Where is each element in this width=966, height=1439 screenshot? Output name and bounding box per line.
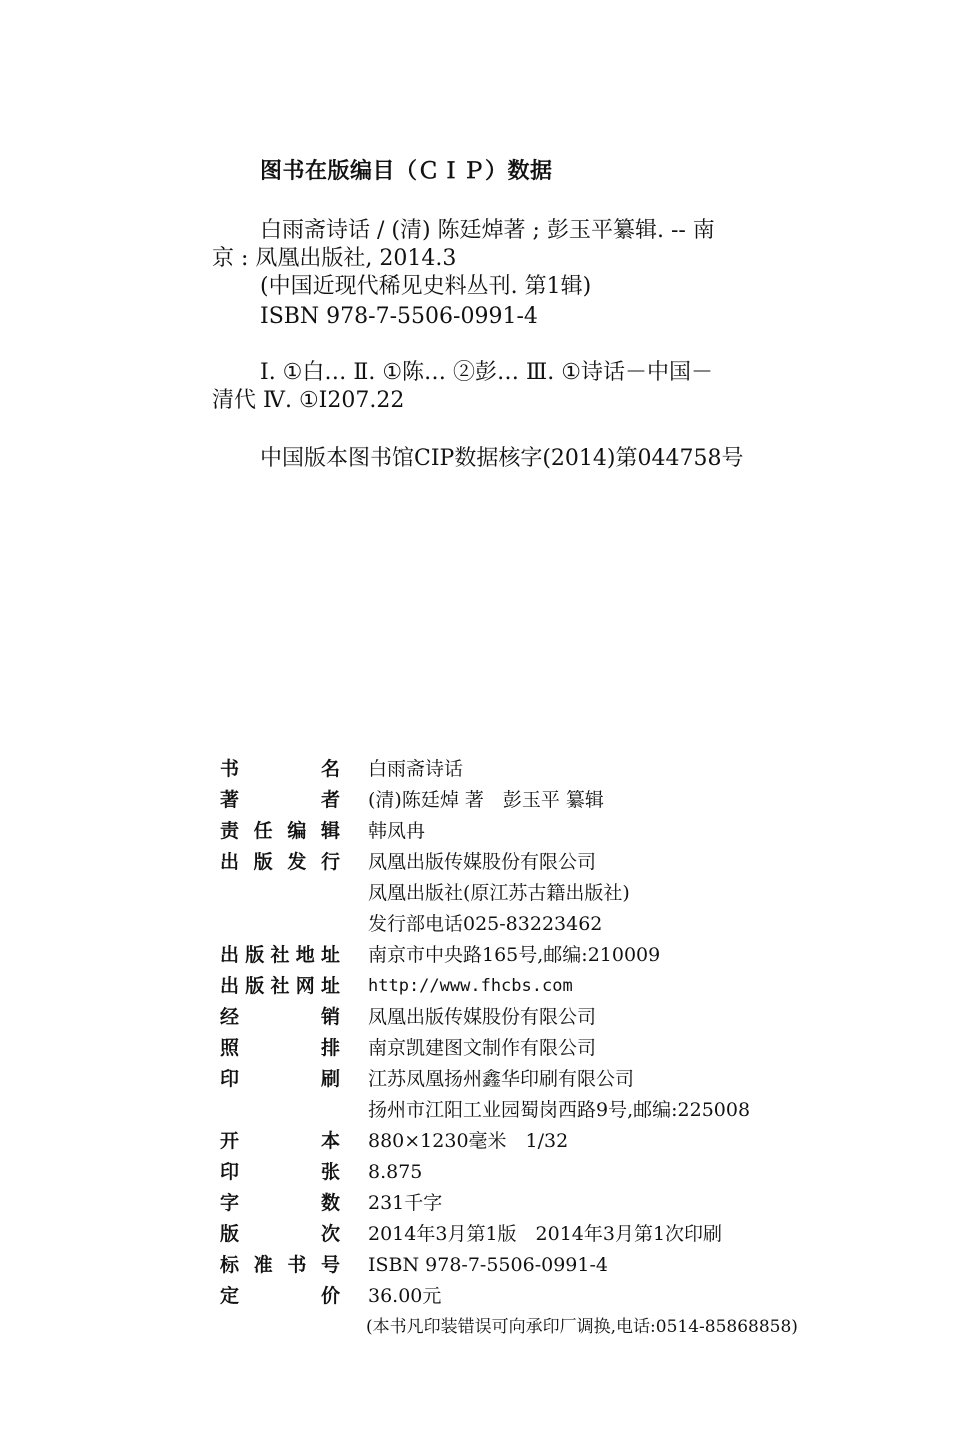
editor-label: 责 任 编 辑 [220,820,340,842]
typesetting-value: 南京凯建图文制作有限公司 [368,1037,597,1059]
info-row-isbn [220,1250,860,1281]
isbn-value: ISBN 978-7-5506-0991-4 [368,1254,608,1276]
edition-value: 2014年3月第1版 2014年3月第1次印刷 [368,1223,723,1245]
info-row-address [220,940,860,971]
sheets-value: 8.875 [368,1161,423,1183]
edition-label: 版 次 [220,1223,340,1245]
format-value: 880×1230毫米 1/32 [368,1130,569,1152]
info-row-edition [220,1219,860,1250]
publisher-value-2: 凤凰出版社(原江苏古籍出版社) [368,882,630,904]
info-row-typesetting [220,1033,860,1064]
printer-label: 印 刷 [220,1068,340,1090]
info-row-publisher [220,847,860,878]
publisher-phone: 发行部电话025-83223462 [368,913,603,935]
website-link[interactable]: http://www.fhcbs.com [368,976,573,996]
typesetting-label: 照 排 [220,1037,340,1059]
cip-record-number: 中国版本图书馆CIP数据核字(2014)第044758号 [260,446,744,471]
publisher-value-1: 凤凰出版传媒股份有限公司 [368,851,597,873]
words-label: 字 数 [220,1192,340,1214]
info-row-website [220,971,860,1002]
cip-heading: 图书在版编目（ＣＩＰ）数据 [260,159,553,184]
info-row-printer-2 [220,1095,860,1126]
author-value: (清)陈廷焯 著 彭玉平 纂辑 [368,789,604,811]
info-row-printer [220,1064,860,1095]
cip-publisher-line: 京 : 凤凰出版社, 2014.3 [212,246,457,271]
distributor-value: 凤凰出版传媒股份有限公司 [368,1006,597,1028]
book-title-label: 书 名 [220,758,340,780]
info-row-author [220,785,860,816]
address-label: 出 版 社 地 址 [220,944,340,966]
cip-classification-line: 清代 Ⅳ. ①I207.22 [212,388,405,413]
cip-isbn-line: ISBN 978-7-5506-0991-4 [260,304,538,329]
cip-title-line: 白雨斋诗话 / (清) 陈廷焯著 ; 彭玉平纂辑. -- 南 [260,218,715,243]
info-row-words [220,1188,860,1219]
print-error-note: (本书凡印装错误可向承印厂调换,电话:0514-85868858) [366,1317,798,1337]
publication-info [220,754,860,1312]
book-title-value: 白雨斋诗话 [368,758,464,780]
info-row-editor [220,816,860,847]
info-row-publisher-2 [220,878,860,909]
sheets-label: 印 张 [220,1161,340,1183]
isbn-label: 标 准 书 号 [220,1254,340,1276]
author-label: 著 者 [220,789,340,811]
info-row-price [220,1281,860,1312]
website-label: 出 版 社 网 址 [220,975,340,997]
price-label: 定 价 [220,1285,340,1307]
words-value: 231千字 [368,1192,443,1214]
info-row-sheets [220,1157,860,1188]
distributor-label: 经 销 [220,1006,340,1028]
printer-value-1: 江苏凤凰扬州鑫华印刷有限公司 [368,1068,635,1090]
info-row-publisher-3 [220,909,860,940]
cip-subject-line: Ⅰ. ①白… Ⅱ. ①陈… ②彭… Ⅲ. ①诗话－中国－ [260,360,713,385]
editor-value: 韩凤冉 [368,820,426,842]
format-label: 开 本 [220,1130,340,1152]
info-row-book-title [220,754,860,785]
printer-address: 扬州市江阳工业园蜀岗西路9号,邮编:225008 [368,1099,751,1121]
info-row-distributor [220,1002,860,1033]
cip-series-line: (中国近现代稀见史料丛刊. 第1辑) [260,274,592,299]
info-row-format [220,1126,860,1157]
price-value: 36.00元 [368,1285,442,1307]
address-value: 南京市中央路165号,邮编:210009 [368,944,661,966]
publisher-label: 出 版 发 行 [220,851,340,873]
